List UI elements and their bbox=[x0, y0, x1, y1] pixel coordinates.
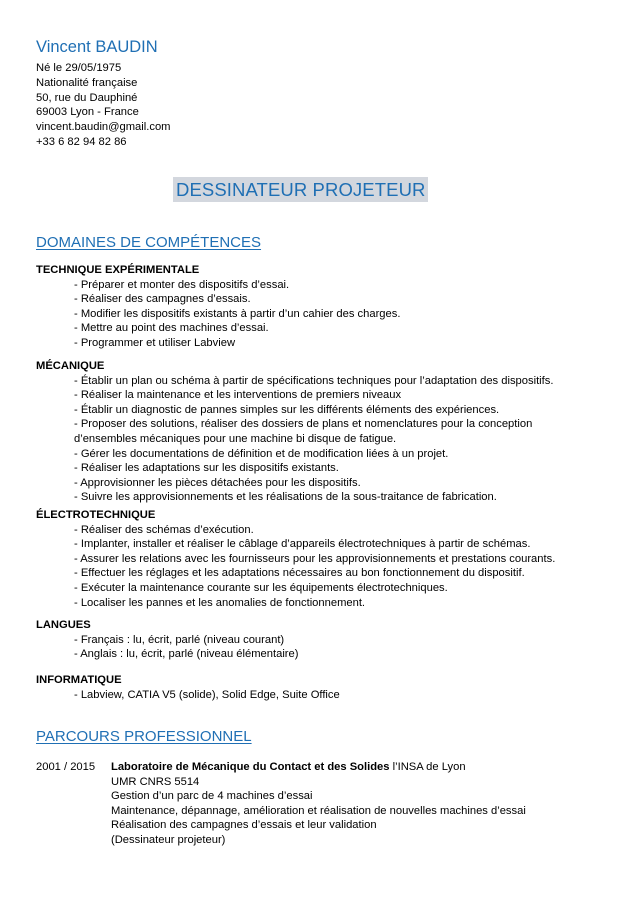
job-title-box bbox=[173, 177, 428, 202]
list-item: - Établir un plan ou schéma à partir de spécifications techniques pour l’adaptation des dispositifs. bbox=[74, 374, 554, 387]
section-title: INFORMATIQUE bbox=[36, 674, 122, 686]
experience-employer-line bbox=[111, 760, 526, 775]
section-title: TECHNIQUE EXPÉRIMENTALE bbox=[36, 264, 200, 276]
experience-line: (Dessinateur projeteur) bbox=[111, 833, 226, 846]
list-item: - Modifier les dispositifs existants à partir d’un cahier des charges. bbox=[74, 307, 401, 320]
list-item: - Réaliser des schémas d’exécution. bbox=[74, 523, 254, 536]
competences-heading-text: DOMAINES DE COMPÉTENCES bbox=[36, 234, 262, 251]
address-city: 69003 Lyon - France bbox=[36, 106, 139, 119]
list-item: - Approvisionner les pièces détachées pour les dispositifs. bbox=[74, 476, 361, 489]
list-item: - Implanter, installer et réaliser le câblage d’appareils électrotechniques à partir de schémas. bbox=[74, 538, 531, 551]
experience-employer: Laboratoire de Mécanique du Contact et des Solides bbox=[111, 761, 390, 773]
section-title: MÉCANIQUE bbox=[36, 360, 105, 372]
list-item: - Préparer et monter des dispositifs d’essai. bbox=[74, 278, 290, 291]
nationality: Nationalité française bbox=[36, 76, 138, 89]
list-item: - Proposer des solutions, réaliser des dossiers de plans et nomenclatures pour la conception bbox=[74, 418, 533, 431]
birth-date: Né le 29/05/1975 bbox=[36, 62, 122, 74]
list-item: d’ensembles mécaniques pour une machine bi disque de fatigue. bbox=[74, 432, 397, 445]
experience-line: UMR CNRS 5514 bbox=[111, 775, 200, 788]
section-langues bbox=[36, 618, 298, 662]
candidate-name: Vincent BAUDIN bbox=[36, 38, 158, 56]
list-item: - Assurer les relations avec les fournisseurs pour les approvisionnements et prestations courants. bbox=[74, 552, 556, 565]
section-title: ÉLECTROTECHNIQUE bbox=[36, 509, 156, 521]
section-electrotechnique bbox=[36, 508, 555, 610]
list-item: - Français : lu, écrit, parlé (niveau courant) bbox=[74, 633, 285, 646]
experience-line: Gestion d’un parc de 4 machines d’essai bbox=[111, 790, 313, 803]
list-item: - Mettre au point des machines d’essai. bbox=[74, 322, 269, 335]
parcours-heading-text: PARCOURS PROFESSIONNEL bbox=[36, 728, 252, 745]
list-item: - Exécuter la maintenance courante sur les équipements électrotechniques. bbox=[74, 581, 448, 594]
list-item: - Réaliser les adaptations sur les dispositifs existants. bbox=[74, 462, 339, 475]
experience-line: Réalisation des campagnes d’essais et leur validation bbox=[111, 819, 377, 832]
list-item: - Localiser les pannes et les anomalies de fonctionnement. bbox=[74, 596, 366, 609]
experience-employer-suffix: l’INSA de Lyon bbox=[389, 761, 466, 773]
section-technique bbox=[36, 263, 400, 351]
contact-block bbox=[36, 61, 171, 150]
experience-details bbox=[111, 760, 526, 848]
experience-period: 2001 / 2015 bbox=[36, 761, 96, 773]
job-title: DESSINATEUR PROJETEUR bbox=[173, 177, 428, 202]
list-item: - Réaliser des campagnes d’essais. bbox=[74, 293, 251, 306]
parcours-heading bbox=[36, 728, 252, 745]
list-item: - Réaliser la maintenance et les interventions de premiers niveaux bbox=[74, 389, 402, 402]
list-item: - Gérer les documentations de définition et de modification liées à un projet. bbox=[74, 447, 449, 460]
competences-heading bbox=[36, 234, 261, 251]
section-title: LANGUES bbox=[36, 619, 91, 631]
list-item: - Établir un diagnostic de pannes simples sur les différents éléments des expériences. bbox=[74, 403, 500, 416]
list-item: - Anglais : lu, écrit, parlé (niveau élémentaire) bbox=[74, 648, 299, 661]
address-street: 50, rue du Dauphiné bbox=[36, 91, 138, 104]
list-item: - Programmer et utiliser Labview bbox=[74, 336, 236, 349]
section-mecanique bbox=[36, 359, 553, 505]
experience-line: Maintenance, dépannage, amélioration et réalisation de nouvelles machines d’essai bbox=[111, 804, 526, 817]
list-item: - Labview, CATIA V5 (solide), Solid Edge, Suite Office bbox=[74, 688, 340, 701]
email: vincent.baudin@gmail.com bbox=[36, 121, 171, 134]
list-item: - Suivre les approvisionnements et les réalisations de la sous-traitance de fabrication. bbox=[74, 491, 497, 504]
list-item: - Effectuer les réglages et les adaptations nécessaires au bon fonctionnement du dispositif. bbox=[74, 567, 525, 580]
phone: +33 6 82 94 82 86 bbox=[36, 135, 127, 148]
section-informatique bbox=[36, 673, 340, 702]
